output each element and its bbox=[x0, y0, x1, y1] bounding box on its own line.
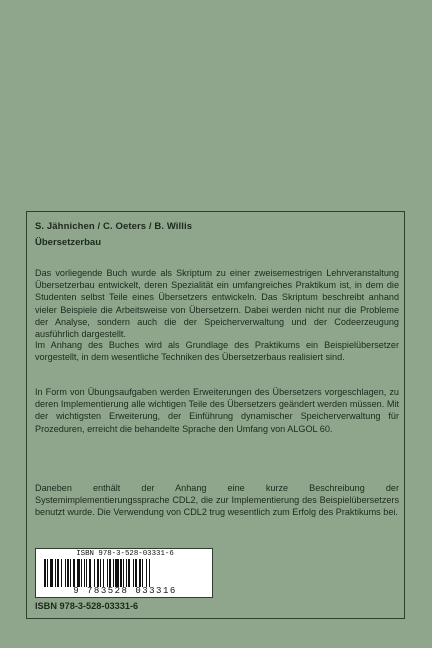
barcode-bar bbox=[133, 559, 134, 587]
barcode-bar bbox=[44, 559, 46, 587]
barcode-bar bbox=[55, 559, 56, 587]
barcode-bar bbox=[86, 559, 87, 587]
barcode-bar bbox=[107, 559, 108, 587]
authors: S. Jähnichen / C. Oeters / B. Willis bbox=[35, 221, 193, 232]
blurb-paragraph: Das vorliegende Buch wurde als Skriptum zu einer zweisemestrigen Lehrveranstaltung Übersetzerbau entwickelt, deren Spezialität ein umfangreiches Praktikum ist, in dem die Studenten selbst Teile eines Übersetzers entwickeln. Das Skriptum beschreibt anhand vieler Beispiele die Arbeitsweise von Übersetzern. Dabei werden nicht nur die Probleme der Analyse, sondern auch die der Speicherverwaltung und der Codeerzeugung ausführlich dargestellt. bbox=[35, 268, 399, 340]
barcode-bar bbox=[50, 559, 53, 587]
barcode-bar bbox=[84, 559, 85, 587]
barcode-bar bbox=[113, 559, 114, 587]
barcode bbox=[35, 548, 213, 598]
barcode-bar bbox=[94, 559, 95, 587]
barcode-bar bbox=[61, 559, 62, 587]
back-cover-panel bbox=[26, 211, 405, 619]
barcode-bar bbox=[120, 559, 122, 587]
barcode-bar bbox=[81, 559, 82, 587]
barcode-bar bbox=[146, 559, 147, 587]
barcode-bar bbox=[139, 559, 141, 587]
barcode-bar bbox=[103, 559, 104, 587]
barcode-bar bbox=[97, 559, 99, 587]
barcode-ean-digits: 9 783528 033316 bbox=[73, 586, 177, 596]
barcode-bar bbox=[67, 559, 69, 587]
barcode-bar bbox=[149, 559, 150, 587]
barcode-bar bbox=[100, 559, 101, 587]
barcode-bar bbox=[115, 559, 118, 587]
barcode-bar bbox=[135, 559, 137, 587]
barcode-bar bbox=[89, 559, 91, 587]
blurb-paragraph: Daneben enthält der Anhang eine kurze Beschreibung der Systemimplementierungssprache CDL2, die zur Implementierung des Beispielübersetzers benutzt wurde. Die Verwendung von CDL2 trug wesentlich zum Erfolg des Praktikums bei. bbox=[35, 483, 399, 518]
isbn-label: ISBN 978-3-528-03331-6 bbox=[35, 601, 139, 611]
blurb-paragraph: In Form von Übungsaufgaben werden Erweiterungen des Übersetzers vorgeschlagen, zu deren Implementierung alle wichtigen Teile des Übersetzers geändert werden müssen. Mit der wichtigsten Erweiterung, der Einführung dynamischer Speicherverwaltung für Prozeduren, erreicht die behandelte Sprache den Umfang von ALGOL 60. bbox=[35, 387, 399, 434]
barcode-bar bbox=[57, 559, 59, 587]
blurb-paragraph: Im Anhang des Buches wird als Grundlage des Praktikums ein Beispielübersetzer vorgestellt, in dem wesentliche Techniken des Übersetzerbaus realisiert sind. bbox=[35, 340, 399, 363]
barcode-bar bbox=[65, 559, 66, 587]
barcode-bar bbox=[77, 559, 80, 587]
barcode-bars bbox=[44, 559, 206, 587]
barcode-bar bbox=[73, 559, 75, 587]
barcode-bar bbox=[109, 559, 111, 587]
barcode-bar bbox=[70, 559, 71, 587]
barcode-bar bbox=[47, 559, 48, 587]
barcode-bar bbox=[126, 559, 127, 587]
barcode-isbn-text: ISBN 978-3-528-03331-6 bbox=[76, 550, 174, 558]
barcode-bar bbox=[142, 559, 143, 587]
barcode-bar bbox=[128, 559, 130, 587]
barcode-bar bbox=[123, 559, 124, 587]
book-title: Übersetzerbau bbox=[35, 237, 101, 248]
